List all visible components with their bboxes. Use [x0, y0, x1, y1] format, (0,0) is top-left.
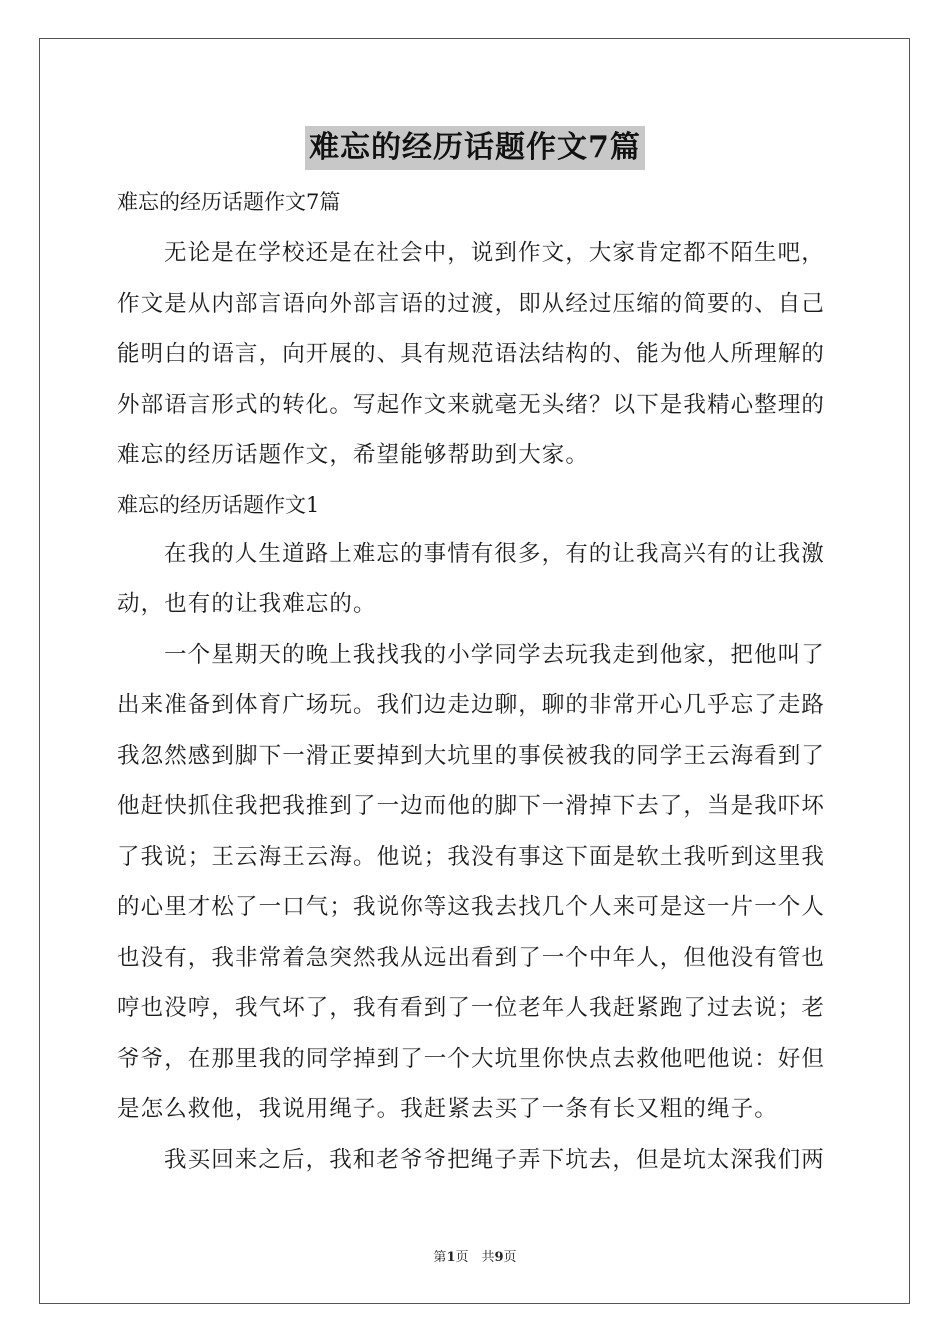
text-line: 爷爷，在那里我的同学掉到了一个大坑里你快点去救他吧他说：好但: [117, 1045, 826, 1072]
section1-paragraph-2: [117, 630, 837, 1135]
document-title: 难忘的经历话题作文7篇: [305, 126, 645, 170]
text-line: 外部语言形式的转化。写起作文来就毫无头绪？以下是我精心整理的: [117, 391, 826, 418]
text-line: 无论是在学校还是在社会中，说到作文，大家肯定都不陌生吧，: [164, 240, 825, 266]
text-line: 出来准备到体育广场玩。我们边走边聊，聊的非常开心几乎忘了走路: [117, 692, 826, 718]
document-subtitle: 难忘的经历话题作文7篇: [117, 190, 341, 214]
section1-paragraph-1: [117, 529, 837, 630]
document-body: [117, 178, 837, 1185]
text-line: 我买回来之后，我和老爷爷把绳子弄下坑去，但是坑太深我们两: [164, 1146, 825, 1173]
footer-suffix: 页: [503, 1250, 517, 1265]
footer-prefix: 第: [433, 1250, 447, 1265]
text-line: 能明白的语言，向开展的、具有规范语法结构的、能为他人所理解的: [117, 341, 826, 367]
section-heading: 难忘的经历话题作文1: [117, 492, 320, 517]
text-line: 了我说；王云海王云海。他说；我没有事这下面是软土我听到这里我: [117, 843, 826, 870]
page-footer: [0, 1246, 950, 1265]
text-line: 的心里才松了一口气；我说你等这我去找几个人来可是这一片一个人: [117, 894, 826, 920]
footer-total-pages: 9: [494, 1250, 504, 1265]
text-line: 作文是从内部言语向外部言语的过渡，即从经过压缩的简要的、自己: [117, 290, 826, 317]
intro-paragraph: [117, 228, 837, 481]
text-line: 难忘的经历话题作文，希望能够帮助到大家。: [117, 442, 590, 468]
text-line: 我忽然感到脚下一滑正要掉到大坑里的事侯被我的同学王云海看到了: [117, 742, 826, 769]
title-container: [0, 126, 950, 170]
text-line: 是怎么救他，我说用绳子。我赶紧去买了一条有长又粗的绳子。: [117, 1096, 778, 1122]
text-line: 动，也有的让我难忘的。: [117, 591, 377, 617]
text-line: 一个星期天的晚上我找我的小学同学去玩我走到他家，把他叫了: [164, 641, 825, 668]
footer-mid: 页 共: [455, 1250, 495, 1265]
footer-page-number: 1: [446, 1250, 456, 1265]
text-line: 也没有，我非常着急突然我从远出看到了一个中年人，但他没有管也: [117, 944, 826, 971]
text-line: 在我的人生道路上难忘的事情有很多，有的让我高兴有的让我激: [164, 540, 825, 567]
text-line: 他赶快抓住我把我推到了一边而他的脚下一滑掉下去了，当是我吓坏: [117, 793, 826, 819]
section1-paragraph-3: [117, 1135, 837, 1186]
text-line: 哼也没哼，我气坏了，我有看到了一位老年人我赶紧跑了过去说；老: [117, 995, 826, 1021]
